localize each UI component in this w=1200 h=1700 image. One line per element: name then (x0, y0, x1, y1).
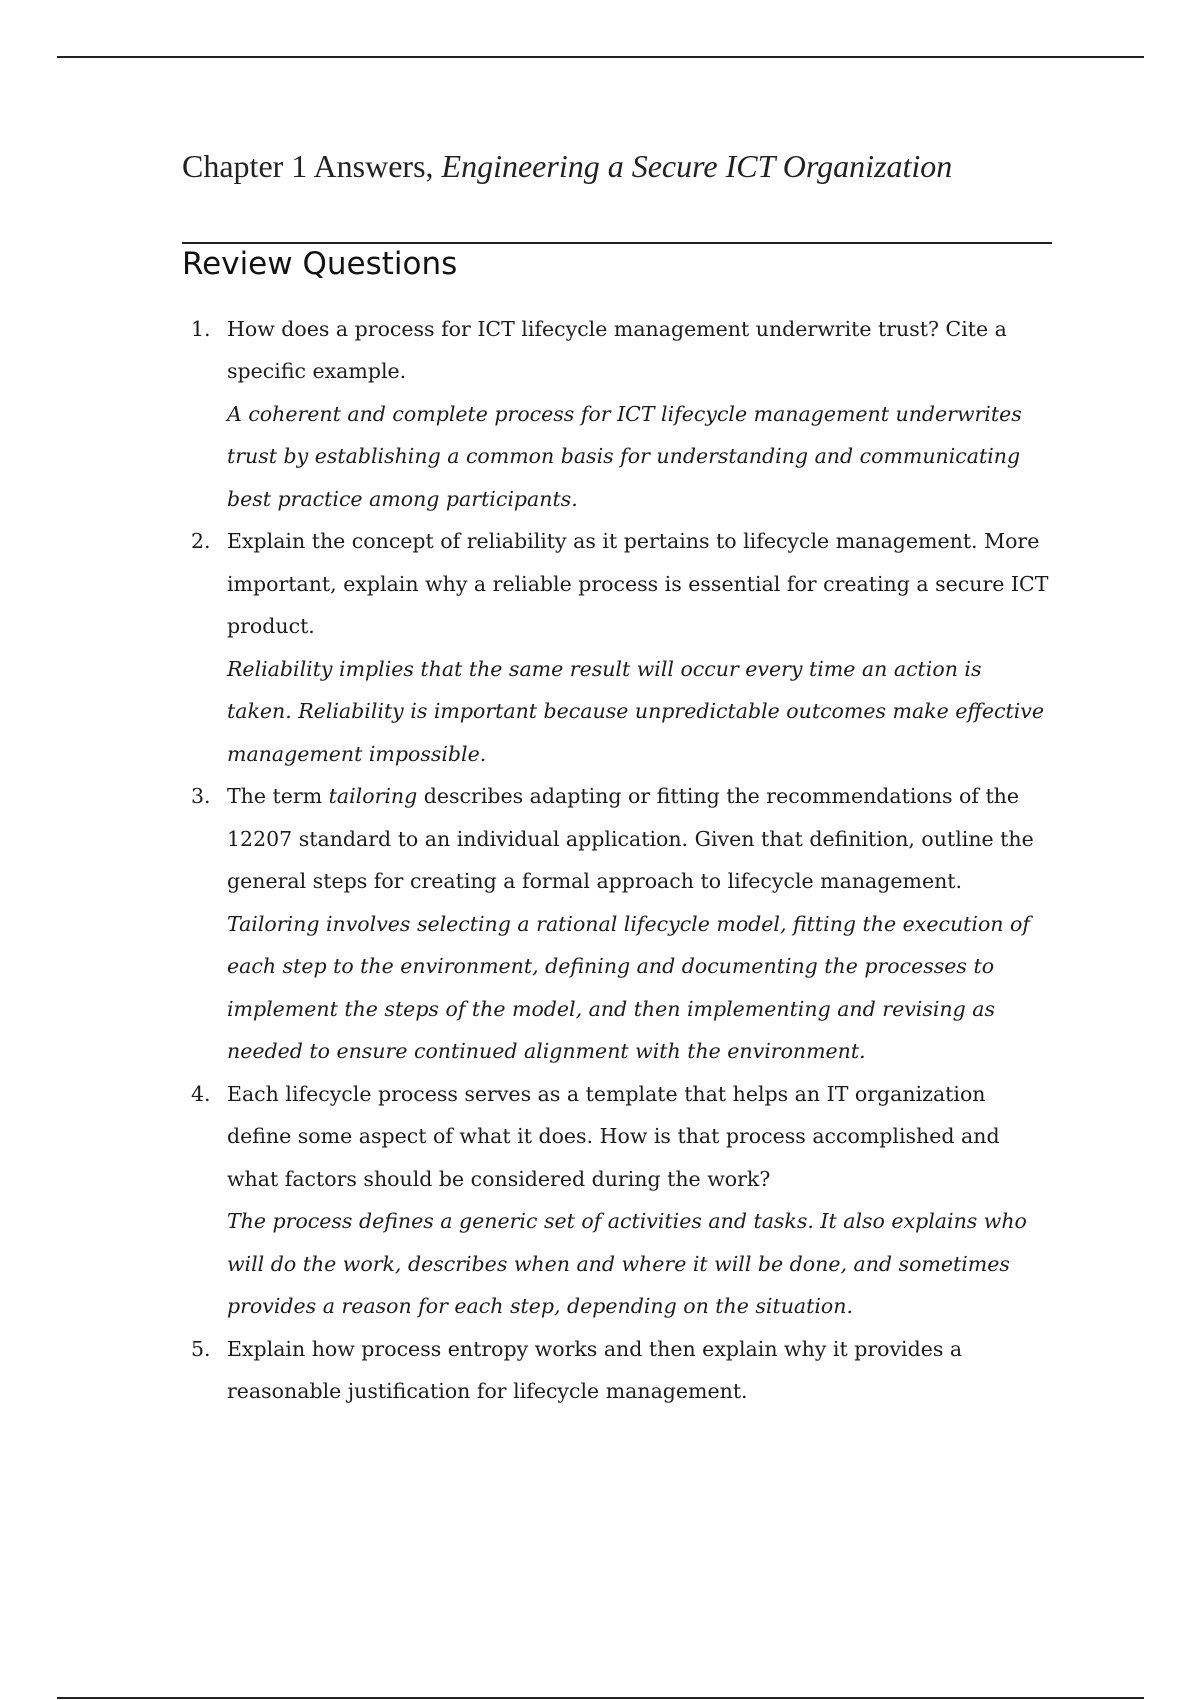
question-number: 4. (191, 1081, 211, 1106)
answer-text: Reliability implies that the same result will occur every time an action is taken. Reliability is important because unpredictable outcomes make effective management impossible. (227, 656, 1045, 766)
page-title (182, 142, 1052, 190)
question-text-start: The term (227, 784, 329, 809)
question-number: 1. (191, 316, 211, 341)
answer-text: A coherent and complete process for ICT lifecycle management underwrites trust by establishing a common basis for understanding and communicating best practice among participants. (227, 401, 1022, 511)
question-text (227, 775, 1052, 903)
answer-text: The process defines a generic set of activities and tasks. It also explains who will do the work, describes when and where it will be done, and sometimes provides a reason for each step, depending on the situation. (227, 1209, 1027, 1319)
document-body (182, 142, 1052, 1413)
question-number: 2. (191, 529, 211, 554)
question-item-1 (182, 308, 1052, 521)
question-term: tailoring (328, 784, 418, 809)
question-text: Each lifecycle process serves as a template that helps an IT organization define some aspect of what it does. How is that process accomplished and what factors should be considered during the work? (227, 1081, 1000, 1191)
question-item-5 (182, 1328, 1052, 1413)
title-book-name: Engineering a Secure ICT Organization (441, 148, 953, 184)
question-number: 5. (191, 1336, 211, 1361)
question-item-3 (182, 775, 1052, 1073)
question-number: 3. (191, 784, 211, 809)
question-item-2 (182, 520, 1052, 775)
title-prefix: Chapter 1 Answers, (182, 148, 442, 184)
section-heading: Review Questions (182, 242, 1052, 282)
question-text-end: describes adapting or fitting the recommendations of the 12207 standard to an individual application. Given that definition, outline the general steps for creating a formal approach to lifecycle management. (227, 784, 1034, 894)
answer-text: Tailoring involves selecting a rational lifecycle model, fitting the execution of each step to the environment, defining and documenting the processes to implement the steps of the model, and then implementing and revising as needed to ensure continued alignment with the environment. (227, 911, 1030, 1064)
bottom-rule (57, 1697, 1144, 1699)
question-text: Explain the concept of reliability as it pertains to lifecycle management. More important, explain why a reliable process is essential for creating a secure ICT product. (227, 529, 1049, 639)
question-item-4 (182, 1073, 1052, 1328)
question-list (182, 308, 1052, 1413)
question-text: How does a process for ICT lifecycle management underwrite trust? Cite a specific example. (227, 316, 1007, 384)
top-rule (57, 56, 1144, 58)
question-text: Explain how process entropy works and then explain why it provides a reasonable justification for lifecycle management. (227, 1336, 963, 1404)
